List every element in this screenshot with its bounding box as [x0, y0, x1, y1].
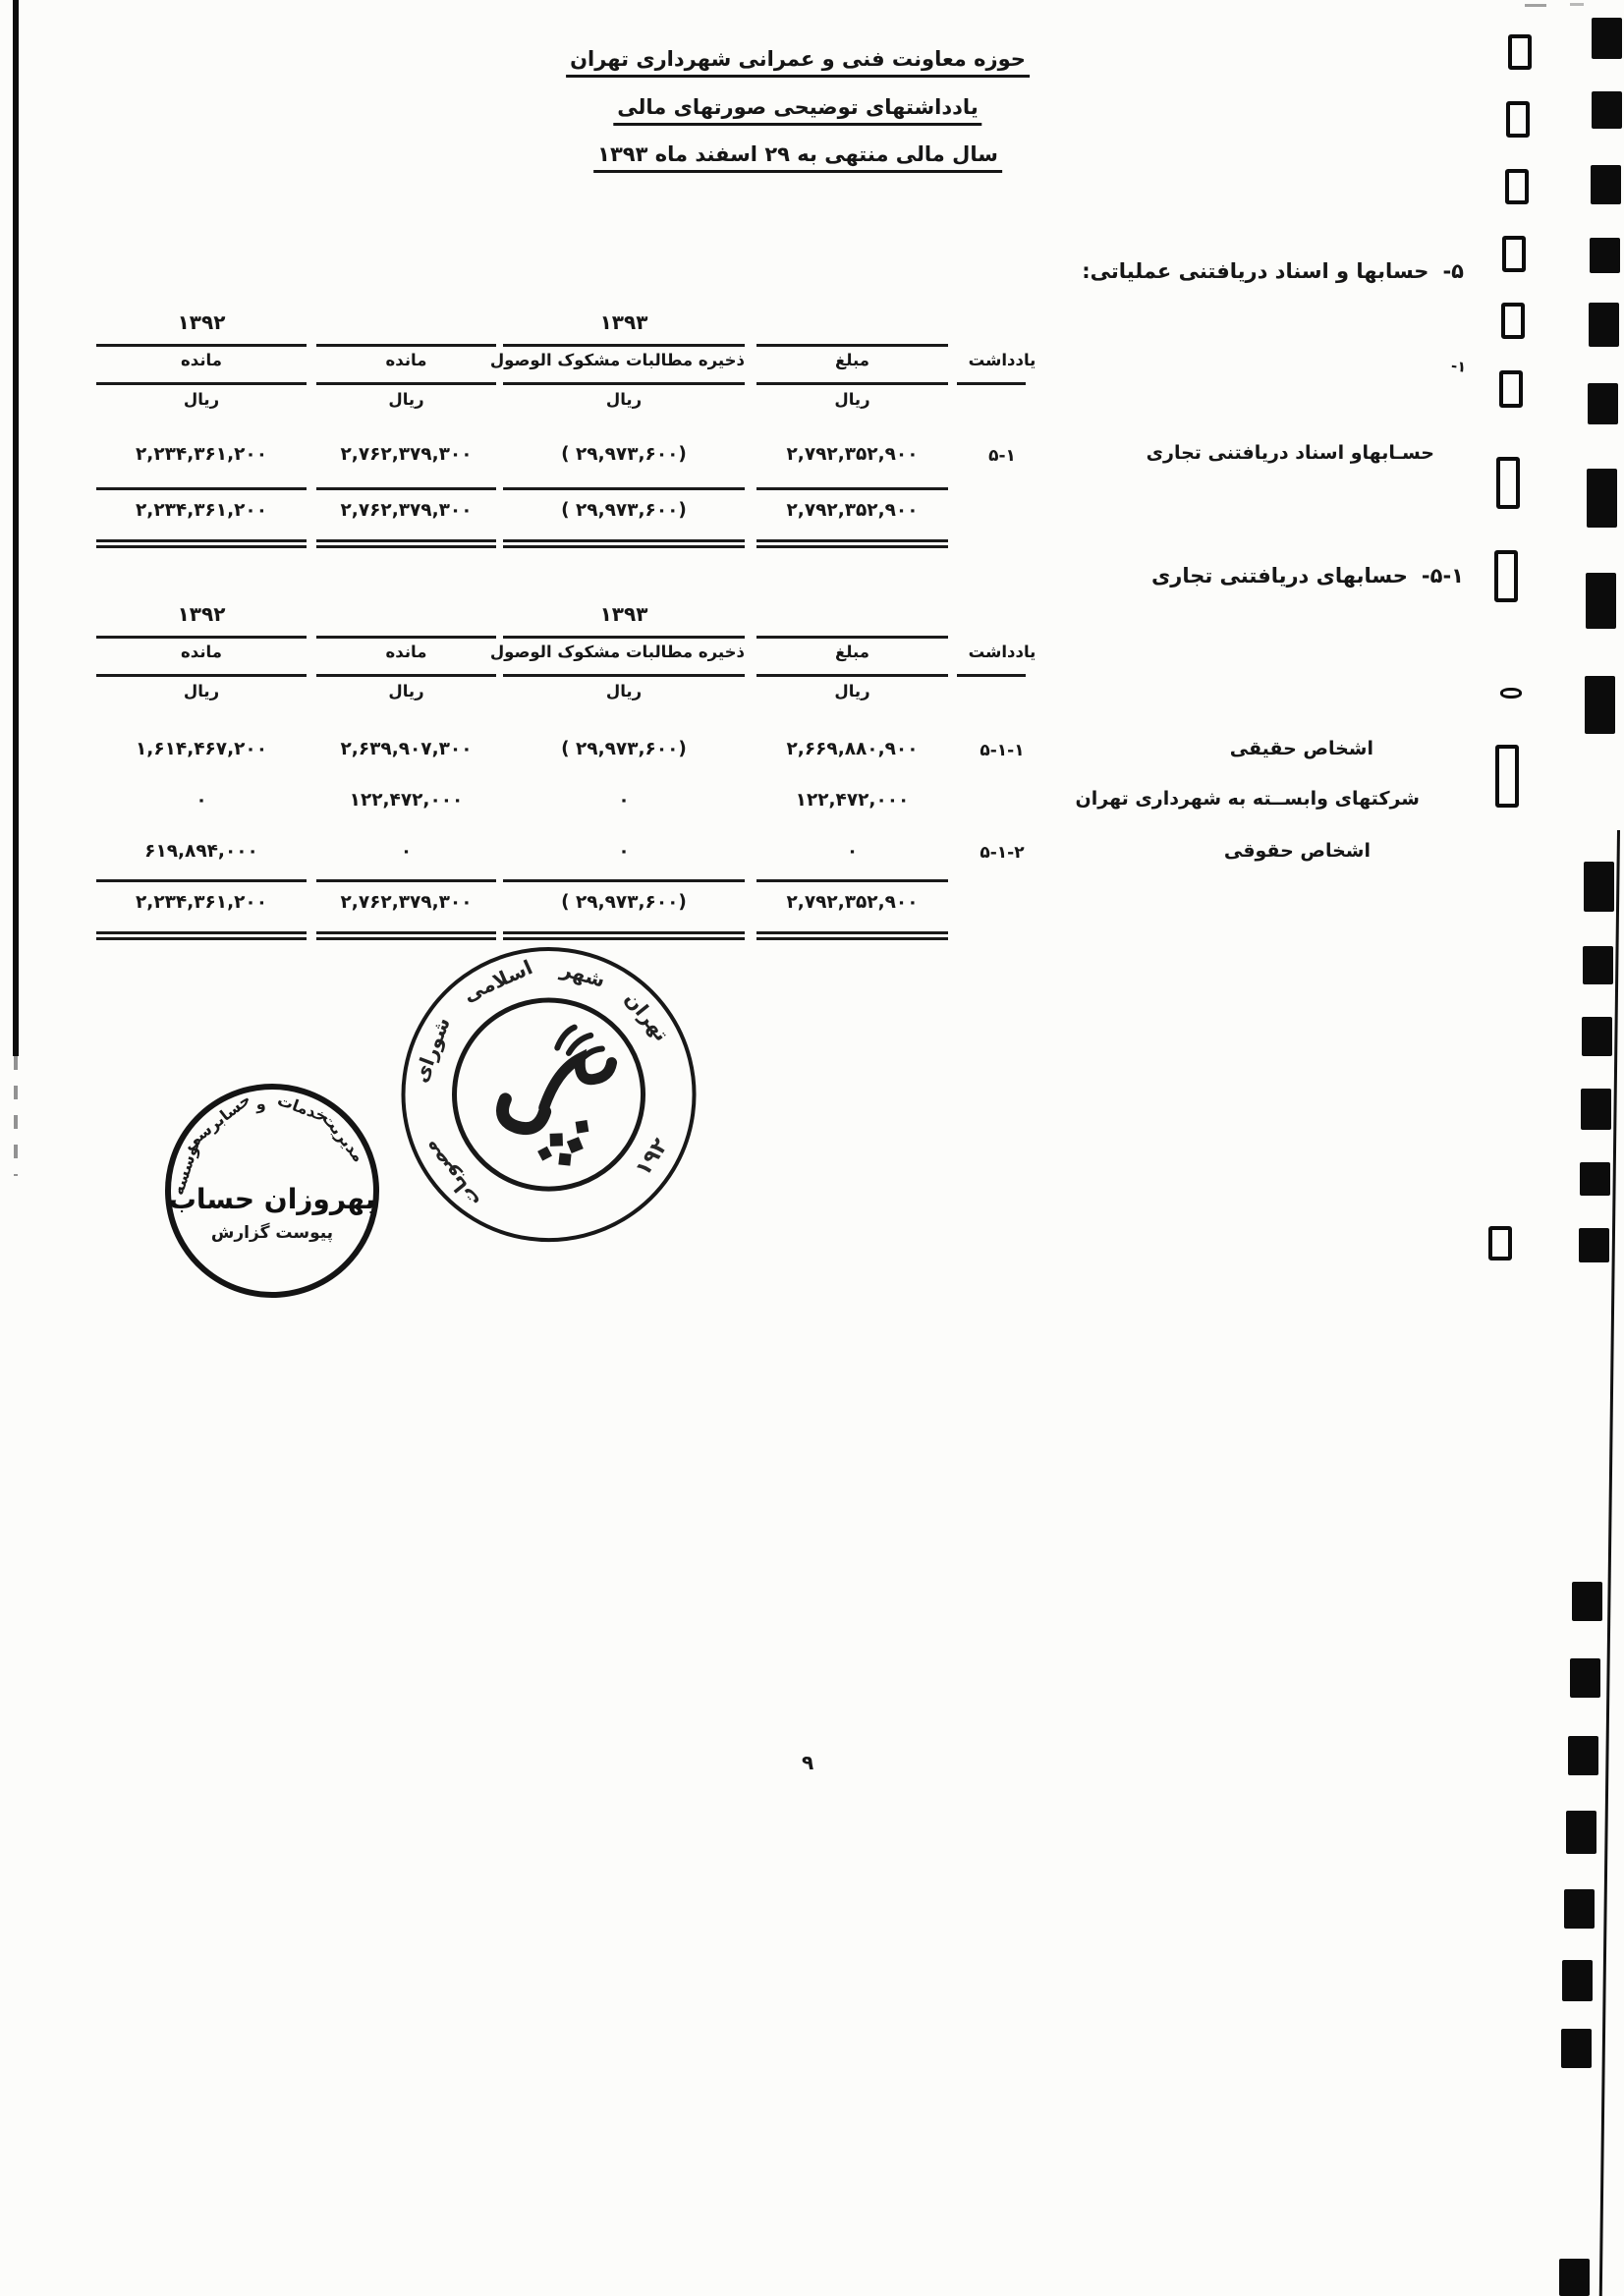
svg-text:حسابرسی: حسابرسی — [179, 1090, 254, 1154]
table1-header-amount: مبلغ — [835, 351, 869, 369]
table2-total-balance-current: ۲,۷۶۲,۳۷۹,۳۰۰ — [340, 892, 473, 913]
document-title-line3: سال مالی منتهی به ۲۹ اسفند ماه ۱۳۹۳ — [593, 142, 1002, 173]
auditor-stamp-name: بهروزان حساب — [168, 1183, 376, 1215]
binding-mark — [1589, 303, 1619, 347]
table2-rule — [503, 674, 745, 677]
table2-row: ۶۱۹,۸۹۴,۰۰۰ — [144, 841, 258, 862]
table2-row: ۰ — [618, 841, 630, 862]
table2-currency-label: ریال — [183, 682, 220, 700]
table2-row: ( ۲۹,۹۷۳,۶۰۰) — [561, 739, 687, 759]
table2-row-label: شرکتهای وابســته به شهرداری تهران — [1075, 788, 1420, 810]
table1-year-prior: ۱۳۹۲ — [177, 310, 226, 334]
table1-rule — [316, 344, 496, 347]
svg-text:اسلامی: اسلامی — [459, 955, 536, 1007]
left-paper-edge-line-faint — [14, 1056, 18, 1176]
table2-row: ۰ — [846, 841, 859, 862]
punch-hole — [1499, 370, 1523, 408]
binding-mark — [1568, 1736, 1598, 1775]
table1-double-rule — [96, 539, 307, 548]
binding-mark — [1582, 1017, 1612, 1056]
binding-mark — [1591, 165, 1621, 204]
table2-row-label: اشخاص حقیقی — [1229, 738, 1373, 759]
table2-row: ۲,۶۳۹,۹۰۷,۳۰۰ — [340, 739, 473, 759]
punch-hole — [1496, 457, 1520, 509]
svg-text:تهران: تهران — [620, 986, 674, 1046]
punch-hole — [1506, 101, 1530, 138]
binding-mark — [1564, 1889, 1595, 1929]
binding-mark — [1570, 1658, 1600, 1698]
table2-double-rule — [756, 931, 948, 940]
document-title-line1: حوزه معاونت فنی و عمرانی شهرداری تهران — [566, 47, 1030, 78]
table1-total-balance-current: ۲,۷۶۲,۳۷۹,۳۰۰ — [340, 500, 473, 521]
table2-rule — [756, 879, 948, 882]
table1-double-rule — [503, 539, 745, 548]
table2-double-rule — [96, 931, 307, 940]
table1-currency-label: ریال — [388, 390, 424, 409]
table2-rule — [316, 636, 496, 639]
binding-mark — [1561, 2029, 1592, 2068]
section-5-1-number: ۵-۱- — [1421, 564, 1464, 588]
binding-mark — [1584, 862, 1614, 912]
section-5-heading — [1082, 259, 1464, 283]
binding-mark — [1592, 18, 1622, 59]
table2-total-allowance: ( ۲۹,۹۷۳,۶۰۰) — [561, 892, 687, 913]
table2-year-prior: ۱۳۹۲ — [177, 602, 226, 626]
table1-note-underline — [957, 382, 1026, 385]
table2-rule — [96, 879, 307, 882]
table2-row-note: ۵-۱-۱ — [980, 741, 1025, 760]
punch-hole — [1505, 169, 1529, 204]
binding-mark — [1559, 2259, 1590, 2296]
table1-total-allowance: ( ۲۹,۹۷۳,۶۰۰) — [561, 500, 687, 521]
section-5-number: ۵- — [1442, 259, 1464, 283]
auditor-stamp — [157, 1076, 387, 1310]
table1-row-balance-current: ۲,۷۶۲,۳۷۹,۳۰۰ — [340, 444, 473, 465]
council-stamp — [363, 909, 735, 1284]
table1-currency-label: ریال — [605, 390, 643, 409]
binding-mark — [1572, 1582, 1602, 1621]
table2-row: ۱۲۲,۴۷۲,۰۰۰ — [349, 790, 464, 811]
table1-rule — [96, 487, 307, 490]
table2-rule — [503, 636, 745, 639]
table2-rule — [316, 674, 496, 677]
table1-row-note: ۵-۱ — [988, 446, 1016, 466]
binding-mark — [1580, 1162, 1610, 1196]
table2-total-amount: ۲,۷۹۲,۳۵۲,۹۰۰ — [786, 892, 919, 913]
table2-currency-label: ریال — [605, 682, 643, 700]
table2-rule — [756, 636, 948, 639]
table2-header-amount: مبلغ — [835, 643, 869, 661]
table2-row: ۱۲۲,۴۷۲,۰۰۰ — [795, 790, 910, 811]
svg-text:مدیریت: مدیریت — [317, 1108, 368, 1166]
binding-mark — [1583, 946, 1613, 984]
table2-header-balance-prior: مانده — [181, 643, 222, 661]
table1-rule — [503, 487, 745, 490]
table1-row-allowance: ( ۲۹,۹۷۳,۶۰۰) — [561, 444, 687, 465]
table2-currency-label: ریال — [834, 682, 870, 700]
table1-currency-label: ریال — [834, 390, 870, 409]
table1-rule — [756, 382, 948, 385]
table2-double-rule — [316, 931, 496, 940]
punch-hole — [1494, 550, 1518, 602]
table1-total-amount: ۲,۷۹۲,۳۵۲,۹۰۰ — [786, 500, 919, 521]
table2-row: ۱,۶۱۴,۴۶۷,۲۰۰ — [136, 739, 267, 759]
table2-row: ۰ — [400, 841, 413, 862]
table1-row-label: حسـابهاو اسناد دریافتنی تجاری — [1146, 442, 1434, 464]
table2-header-note: یادداشت — [968, 643, 1036, 661]
table2-rule — [96, 636, 307, 639]
binding-mark — [1579, 1228, 1609, 1262]
table1-rule — [316, 382, 496, 385]
punch-hole — [1502, 236, 1526, 272]
table2-currency-label: ریال — [388, 682, 424, 700]
svg-text:و: و — [254, 1093, 267, 1114]
table1-double-rule — [316, 539, 496, 548]
binding-mark — [1585, 676, 1615, 734]
punch-hole — [1495, 745, 1519, 808]
binding-mark — [1592, 91, 1622, 129]
binding-mark — [1586, 573, 1616, 629]
council-stamp-emblem — [486, 1021, 622, 1134]
table1-header-note: یادداشت — [968, 351, 1036, 369]
svg-text:شهر: شهر — [558, 957, 608, 992]
table2-row-label: اشخاص حقوقی — [1223, 840, 1371, 862]
table2-row: ۰ — [618, 790, 630, 811]
table2-header-allowance: ذخیره مطالبات مشکوک الوصول — [489, 643, 745, 661]
punch-hole — [1508, 34, 1532, 70]
auditor-stamp-graphic — [157, 1076, 387, 1306]
auditor-stamp-subtitle: پیوست گزارش — [210, 1223, 334, 1243]
left-paper-edge-line — [13, 0, 19, 1056]
punch-hole — [1488, 1226, 1512, 1260]
table2-rule — [756, 674, 948, 677]
svg-text:خدمات: خدمات — [274, 1090, 330, 1126]
table2-total-balance-prior: ۲,۲۳۴,۳۶۱,۲۰۰ — [136, 892, 267, 913]
binding-mark — [1562, 1960, 1593, 2001]
table1-rule — [503, 382, 745, 385]
table1-rule — [96, 344, 307, 347]
table2-header-balance-current: مانده — [385, 643, 427, 661]
table1-row-amount: ۲,۷۹۲,۳۵۲,۹۰۰ — [786, 444, 919, 465]
table1-double-rule — [756, 539, 948, 548]
table1-year-current: ۱۳۹۳ — [599, 310, 648, 334]
punch-hole — [1501, 303, 1525, 339]
table2-row: ۲,۶۶۹,۸۸۰,۹۰۰ — [786, 739, 919, 759]
page-number: ۹ — [802, 1751, 814, 1774]
table1-rule — [756, 344, 948, 347]
table2-row-note: ۵-۱-۲ — [980, 843, 1025, 863]
binding-mark — [1590, 238, 1620, 273]
council-stamp-script-number: ۱۹۲ — [631, 1134, 674, 1181]
table1-header-balance-prior: مانده — [181, 351, 222, 369]
binding-mark — [1588, 383, 1618, 424]
handwritten-margin-note: -۱ — [1449, 357, 1468, 376]
table1-currency-label: ریال — [183, 390, 220, 409]
binding-mark — [1566, 1811, 1596, 1854]
section-5-1-title: حسابهای دریافتنی تجاری — [1151, 564, 1408, 588]
table2-year-current: ۱۳۹۳ — [599, 602, 648, 626]
binding-mark — [1581, 1089, 1611, 1130]
section-5-title: حسابها و اسناد دریافتنی عملیاتی: — [1082, 259, 1429, 283]
table1-header-allowance: ذخیره مطالبات مشکوک الوصول — [489, 351, 745, 369]
punch-hole-flat — [1500, 688, 1522, 699]
table2-rule — [503, 879, 745, 882]
table2-rule — [316, 879, 496, 882]
section-5-1-heading — [1151, 564, 1464, 588]
table1-header-balance-current: مانده — [385, 351, 427, 369]
table1-rule — [756, 487, 948, 490]
table1-rule — [316, 487, 496, 490]
table2-rule — [96, 674, 307, 677]
council-stamp-graphic — [363, 909, 734, 1280]
svg-text:موسسه: موسسه — [168, 1134, 205, 1198]
table1-total-balance-prior: ۲,۲۳۴,۳۶۱,۲۰۰ — [136, 500, 267, 521]
svg-text:شورای: شورای — [408, 1014, 455, 1087]
table2-row: ۰ — [196, 790, 207, 811]
table1-rule — [96, 382, 307, 385]
binding-mark — [1587, 469, 1617, 528]
scan-speck — [1570, 3, 1584, 6]
document-title-line2: یادداشتهای توضیحی صورتهای مالی — [613, 95, 981, 126]
table1-rule — [503, 344, 745, 347]
svg-text:مصوبات: مصوبات — [417, 1136, 485, 1213]
table1-row-balance-prior: ۲,۲۳۴,۳۶۱,۲۰۰ — [136, 444, 267, 465]
scan-speck — [1525, 4, 1546, 7]
table2-note-underline — [957, 674, 1026, 677]
auditor-stamp-ring-text — [168, 1090, 367, 1198]
